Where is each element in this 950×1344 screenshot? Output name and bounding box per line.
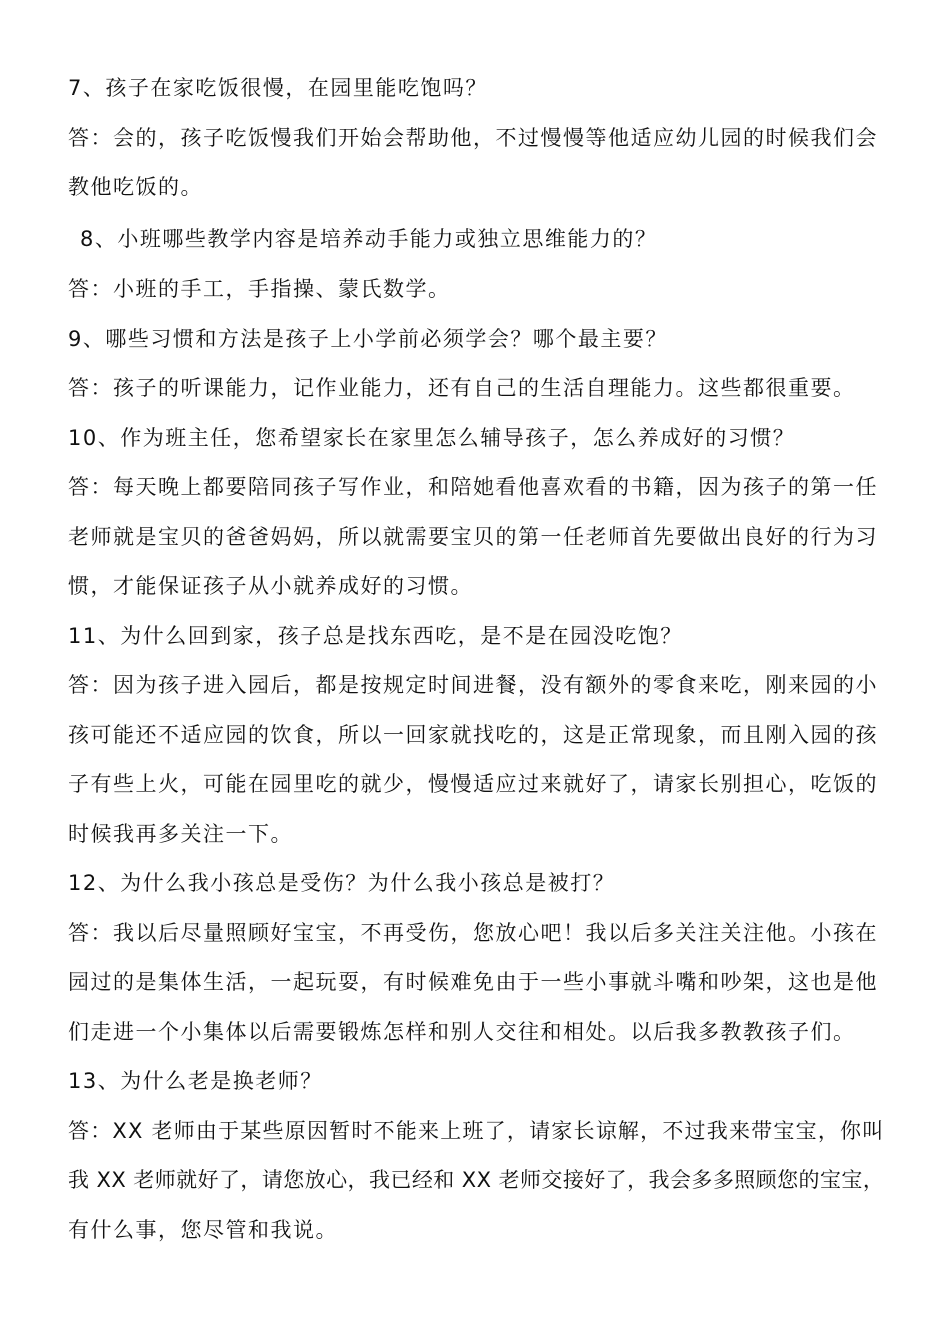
answer-9: 答：孩子的听课能力，记作业能力，还有自己的生活自理能力。这些都很重要。 (68, 376, 856, 400)
answer-11-line-1: 答：因为孩子进入园后，都是按规定时间进餐，没有额外的零食来吃，刚来园的小 (68, 673, 878, 697)
answer-13-line-2: 我 XX 老师就好了，请您放心，我已经和 XX 老师交接好了，我会多多照顾您的宝宝， (68, 1168, 885, 1192)
answer-10-line-1: 答：每天晚上都要陪同孩子写作业，和陪她看他喜欢看的书籍，因为孩子的第一任 (68, 475, 878, 499)
answer-10-line-2: 老师就是宝贝的爸爸妈妈，所以就需要宝贝的第一任老师首先要做出良好的行为习 (68, 525, 878, 549)
answer-12-line-2: 园过的是集体生活，一起玩耍，有时候难免由于一些小事就斗嘴和吵架，这也是他 (68, 970, 878, 994)
answer-11-line-2: 孩可能还不适应园的饮食，所以一回家就找吃的，这是正常现象，而且刚入园的孩 (68, 723, 878, 747)
question-11: 11、为什么回到家，孩子总是找东西吃，是不是在园没吃饱？ (68, 624, 683, 648)
question-8: 8、小班哪些教学内容是培养动手能力或独立思维能力的？ (80, 227, 658, 251)
question-12: 12、为什么我小孩总是受伤？为什么我小孩总是被打？ (68, 871, 616, 895)
answer-13-line-3: 有什么事，您尽管和我说。 (68, 1218, 338, 1242)
answer-8: 答：小班的手工，手指操、蒙氏数学。 (68, 277, 451, 301)
answer-12-line-3: 们走进一个小集体以后需要锻炼怎样和别人交往和相处。以后我多教教孩子们。 (68, 1020, 856, 1044)
question-10: 10、作为班主任，您希望家长在家里怎么辅导孩子，怎么养成好的习惯？ (68, 426, 796, 450)
answer-13-line-1: 答：XX 老师由于某些原因暂时不能来上班了，请家长谅解，不过我来带宝宝，你叫 (68, 1119, 885, 1143)
answer-11-line-3: 子有些上火，可能在园里吃的就少，慢慢适应过来就好了，请家长别担心，吃饭的 (68, 772, 878, 796)
answer-12-line-1: 答：我以后尽量照顾好宝宝，不再受伤，您放心吧！我以后多关注关注他。小孩在 (68, 921, 878, 945)
question-9: 9、哪些习惯和方法是孩子上小学前必须学会？哪个最主要？ (68, 327, 668, 351)
answer-7-line-2: 教他吃饭的。 (68, 175, 203, 199)
question-7: 7、孩子在家吃饭很慢，在园里能吃饱吗？ (68, 76, 488, 100)
answer-11-line-4: 时候我再多关注一下。 (68, 822, 293, 846)
question-13: 13、为什么老是换老师？ (68, 1069, 323, 1093)
answer-7-line-1: 答：会的，孩子吃饭慢我们开始会帮助他，不过慢慢等他适应幼儿园的时候我们会 (68, 126, 878, 150)
answer-10-line-3: 惯，才能保证孩子从小就养成好的习惯。 (68, 574, 473, 598)
